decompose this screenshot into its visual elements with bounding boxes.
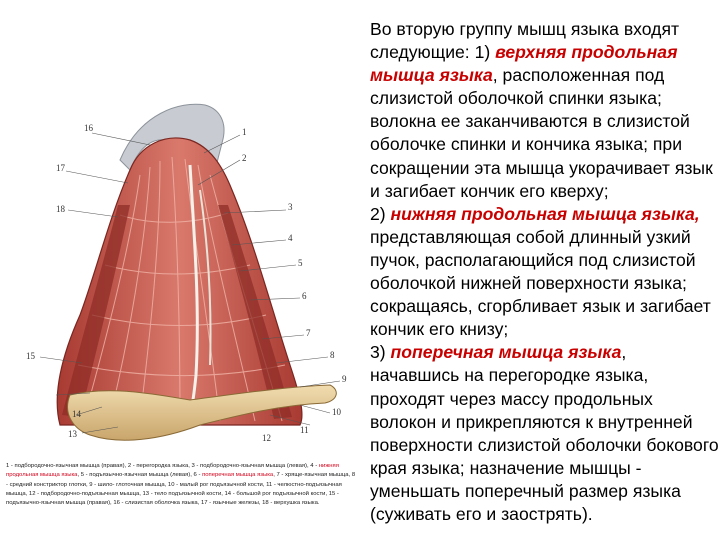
label-15: 15: [26, 351, 35, 361]
caption-highlight-transverse: поперечная мышца языка: [202, 472, 274, 479]
description-text: [370, 18, 720, 526]
term-transverse-muscle: поперечная мышца языка: [390, 342, 622, 363]
caption-part-1: 1 - подбородочно-язычная мышца (правая), 2 - перегородка языка, 3 - подбородочно-язычная мышца (левая), 4 -: [6, 463, 319, 469]
label-8: 8: [330, 350, 335, 360]
label-2: 2: [242, 153, 247, 163]
text-transverse-desc: , начавшись на перегородке языка, проходят через массу продольных волокон и прикрепляются к внутренней поверхности слизистой оболочки бокового края языка; назначение мышцы - уменьшать поперечный размер языка (суживать его и заострять).: [370, 342, 719, 524]
tongue-muscles-drawing: [0, 95, 362, 455]
text-intro: Во вторую группу мышц языка входят следующие: 1): [370, 19, 680, 63]
label-4: 4: [288, 233, 293, 243]
label-10: 10: [332, 407, 341, 417]
caption-part-3: , 7 - хряще-язычная мышца, 8 - средний констриктор глотки, 9 - шило- глоточная мышца, 10 - малый рог подъязычной кости, 11 - челюстно-подъязычная мышца, 12 - подбородочно-подъязычная мышца, 13 - тело подъязычной кости, 14 - большой рог подъязычной кости, 15 - подъязычно-язычная мышца (правая), 16 - слизистая оболочка языка, 17 - язычные железы, 18 - верхушка языка.: [6, 472, 356, 507]
figure-caption: [6, 462, 358, 508]
label-18: 18: [56, 204, 65, 214]
text-upper-longitudinal-desc: , расположенная под слизистой оболочкой спинки языка; волокна ее заканчиваются в слизистой оболочке спинки и кончика языка; при сокращении эта мышца укорачивает язык и загибает кончик его кверху;: [370, 65, 713, 201]
label-5: 5: [298, 258, 303, 268]
paragraph-lower-longitudinal: [370, 203, 720, 342]
label-16: 16: [84, 123, 93, 133]
label-1: 1: [242, 127, 247, 137]
tongue-muscles-illustration: [0, 95, 362, 455]
term-lower-longitudinal-muscle: нижняя продольная мышца языка,: [390, 203, 700, 224]
text-lower-longitudinal-desc: представляющая собой длинный узкий пучок, располагающийся под слизистой оболочкой нижней поверхности языка; сокращаясь, сгорбливает язык и загибает кончик его книзу;: [370, 226, 711, 340]
label-14: 14: [72, 409, 81, 419]
label-13: 13: [68, 429, 77, 439]
caption-part-2: , 5 - подъязычно-язычная мышца (левая), 6 -: [77, 472, 203, 479]
label-9: 9: [342, 374, 347, 384]
label-17: 17: [56, 163, 65, 173]
label-6: 6: [302, 291, 307, 301]
caption-highlight-lower-longitudinal: нижняя продольная мышца языка: [6, 463, 339, 479]
paragraph-transverse: [370, 341, 720, 526]
label-11: 11: [300, 425, 309, 435]
label-3: 3: [288, 202, 293, 212]
label-7: 7: [306, 328, 311, 338]
text-item-2-number: 2): [370, 203, 391, 224]
label-12: 12: [262, 433, 271, 443]
text-item-3-number: 3): [370, 342, 391, 363]
paragraph-upper-longitudinal: [370, 18, 720, 203]
term-upper-longitudinal-muscle: верхняя продольная мышца языка: [370, 42, 678, 86]
